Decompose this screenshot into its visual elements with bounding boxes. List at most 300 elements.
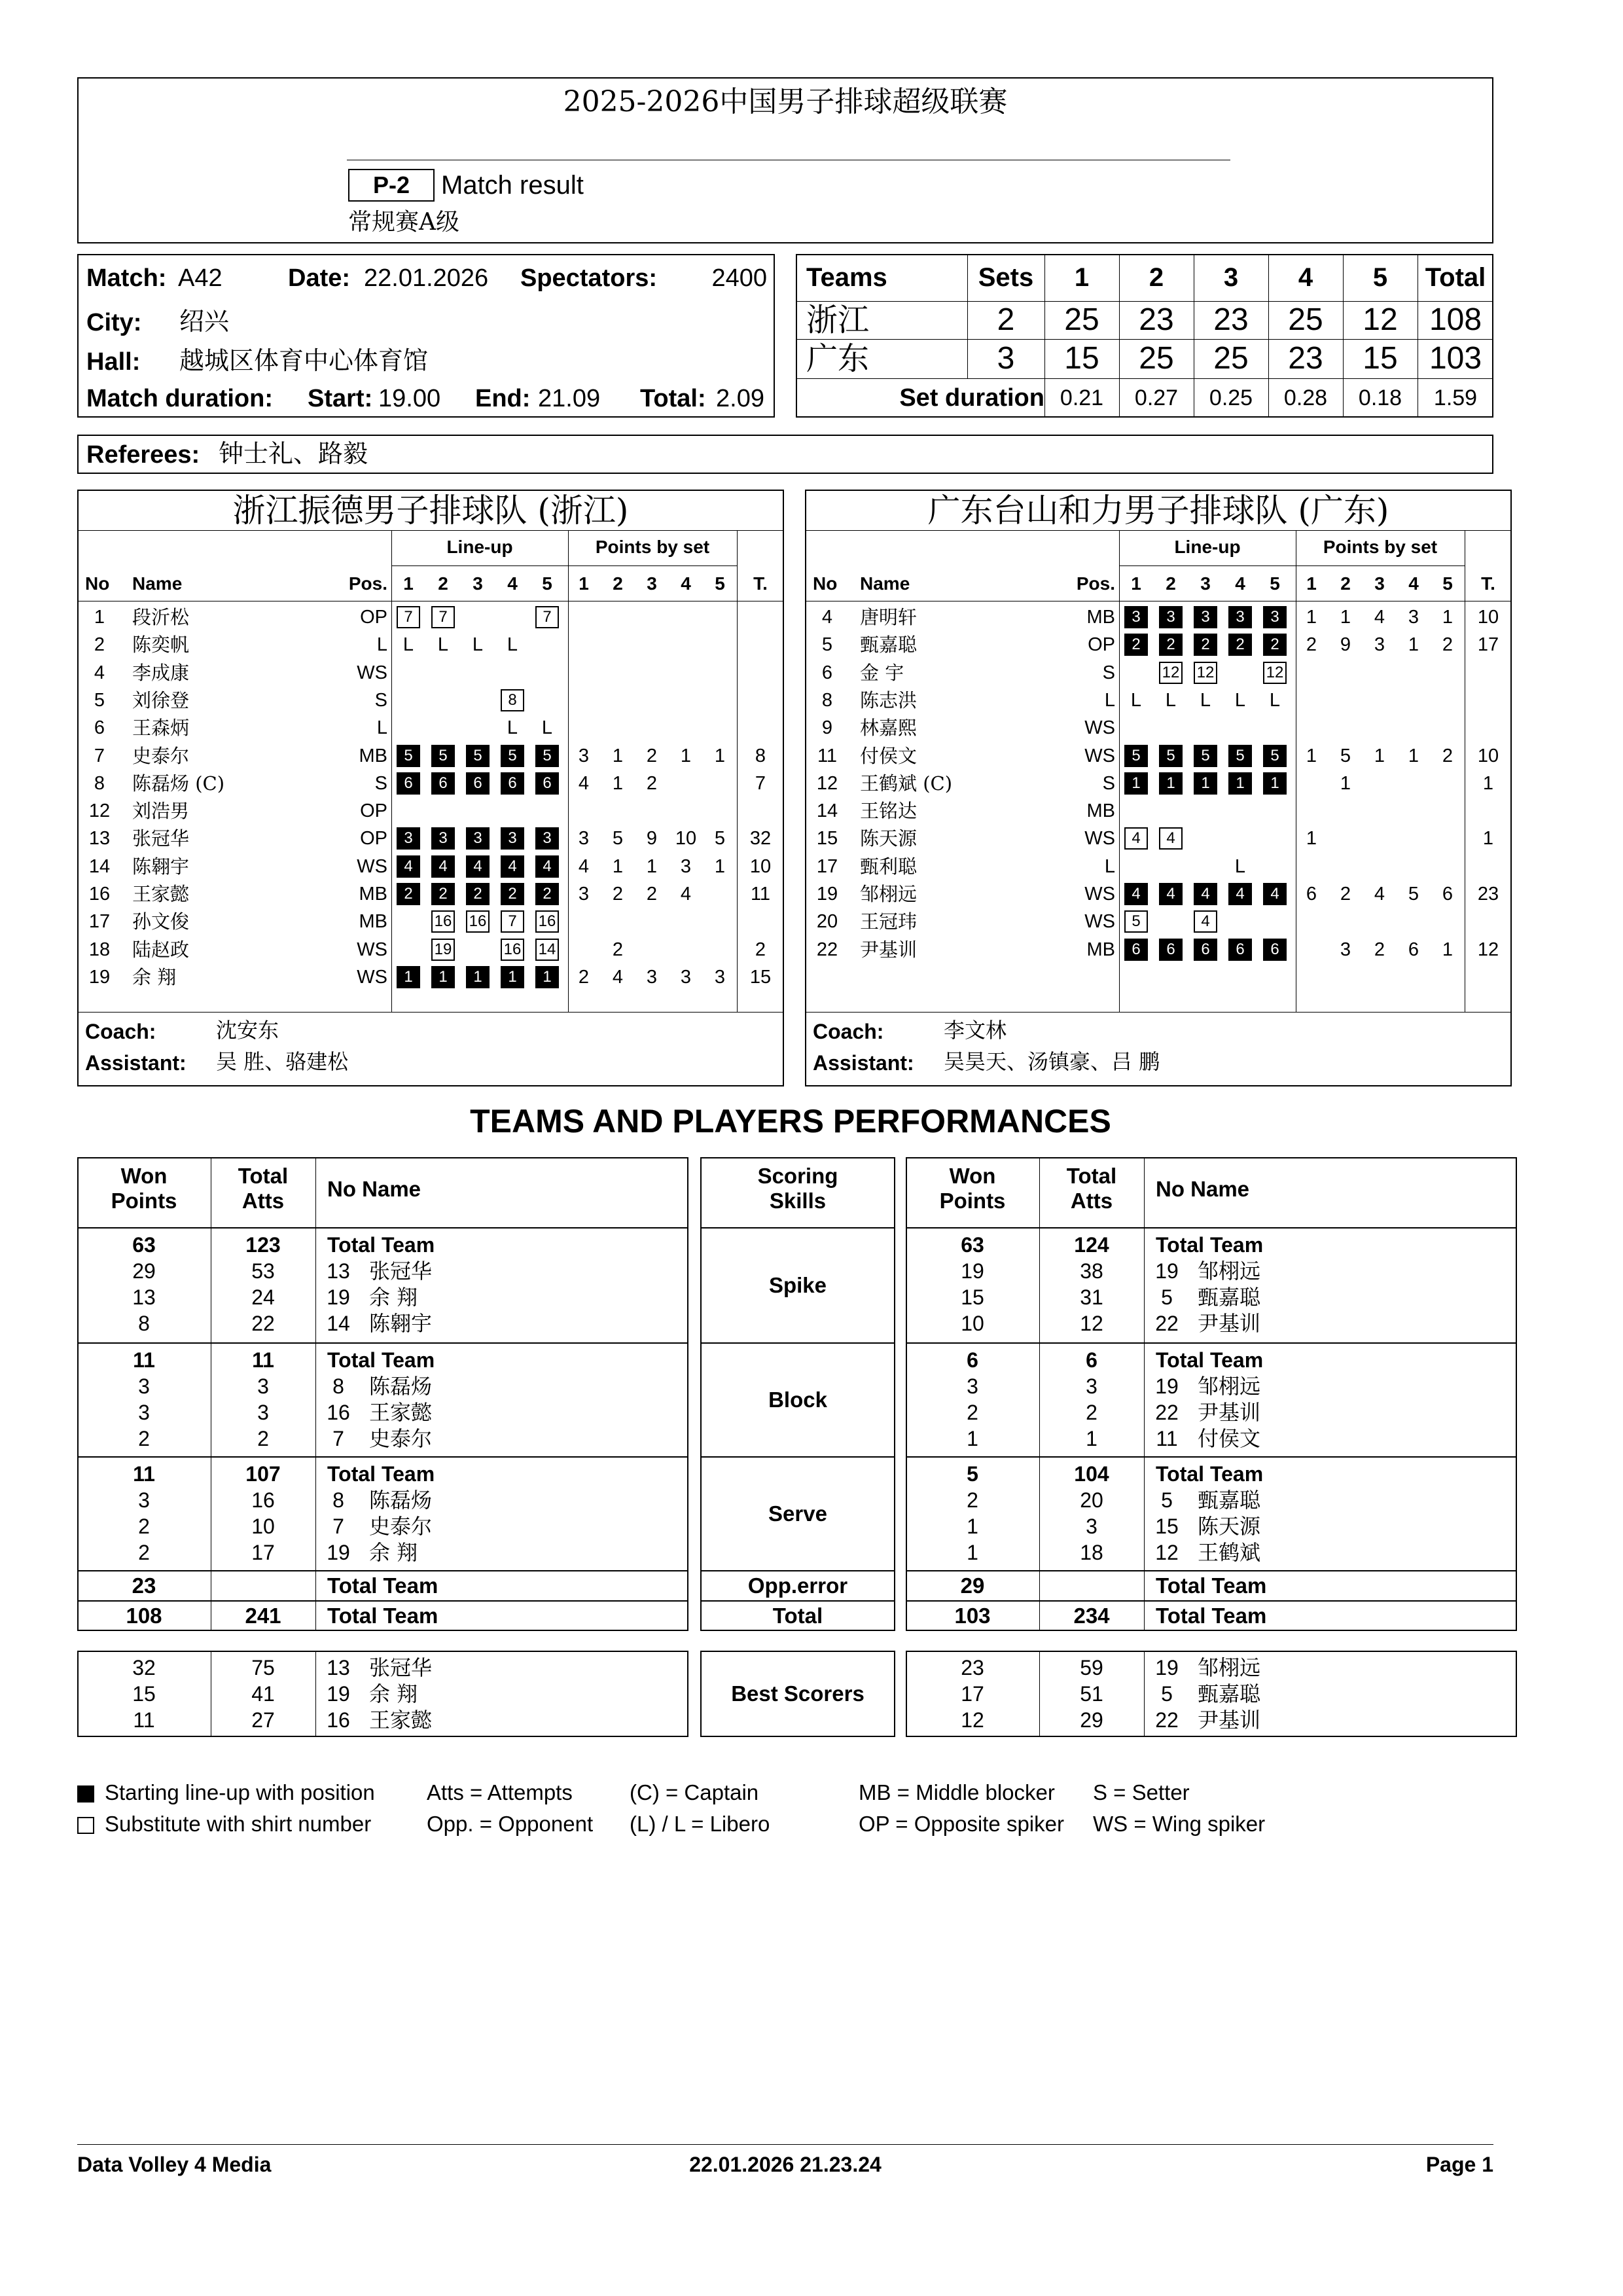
set-duration-value: 0.27 bbox=[1134, 386, 1179, 410]
set-points: 2 bbox=[612, 939, 624, 960]
set-points: 1 bbox=[612, 745, 624, 766]
referees-label: Referees: bbox=[86, 441, 200, 469]
player-pos: WS bbox=[357, 662, 387, 683]
player-total-points: 8 bbox=[755, 745, 766, 766]
lineup-libero-mark: L bbox=[1130, 689, 1142, 711]
player-no: 6 bbox=[94, 717, 105, 739]
phase-label: 常规赛A级 bbox=[348, 209, 459, 236]
col-no-header: No bbox=[813, 573, 838, 594]
footer-rule bbox=[77, 2144, 1493, 2145]
starting-position-box: 5 bbox=[535, 745, 559, 767]
player-total-points: 10 bbox=[1477, 607, 1499, 628]
set-points: 6 bbox=[1408, 939, 1419, 960]
player-pos: OP bbox=[360, 828, 387, 850]
player-no: 22 bbox=[816, 939, 838, 960]
starting-position-box: 1 bbox=[1263, 772, 1287, 795]
total-atts: 38 bbox=[1080, 1259, 1103, 1283]
starting-position-box: 2 bbox=[1159, 634, 1183, 656]
player-no: 2 bbox=[94, 634, 105, 656]
starting-position-box: 3 bbox=[397, 827, 420, 850]
won-points: 23 bbox=[132, 1573, 156, 1598]
assistant-label: Assistant: bbox=[85, 1051, 187, 1075]
total-atts: 24 bbox=[251, 1285, 275, 1309]
starting-position-box: 2 bbox=[1263, 634, 1287, 656]
starting-position-box: 6 bbox=[1263, 939, 1287, 961]
player-no: 11 bbox=[817, 745, 838, 766]
total-atts: 18 bbox=[1080, 1541, 1103, 1564]
set-points: 2 bbox=[578, 966, 590, 988]
total-atts: 12 bbox=[1080, 1312, 1103, 1335]
player-number: 22 bbox=[1155, 1708, 1179, 1732]
starting-position-box: 6 bbox=[1194, 939, 1217, 961]
starting-position-box: 5 bbox=[1263, 745, 1287, 767]
player-number: 19 bbox=[327, 1285, 350, 1309]
player-no: 13 bbox=[88, 828, 111, 850]
won-points: 11 bbox=[133, 1462, 155, 1486]
assistant-names: 吴昊天、汤镇豪、吕 鹏 bbox=[944, 1049, 1160, 1074]
starting-position-box: 6 bbox=[1228, 939, 1252, 961]
substitute-number-box: 7 bbox=[535, 606, 559, 628]
player-name: 陆赵政 bbox=[132, 938, 190, 961]
team-name: 广东台山和力男子排球队 (广东) bbox=[927, 492, 1389, 529]
starting-position-box: 5 bbox=[1159, 745, 1183, 767]
set-points: 2 bbox=[1442, 634, 1454, 656]
lineup-set-header: 2 bbox=[1166, 573, 1176, 594]
player-number: 7 bbox=[332, 1515, 344, 1538]
score-head-teams: Teams bbox=[806, 263, 887, 292]
hall-value: 越城区体育中心体育馆 bbox=[179, 346, 429, 375]
starting-position-box: 3 bbox=[431, 827, 455, 850]
total-atts: 41 bbox=[251, 1682, 275, 1706]
starting-position-box: 2 bbox=[1124, 634, 1148, 656]
set-points: 10 bbox=[675, 828, 697, 850]
player-pos: WS bbox=[357, 966, 387, 988]
won-points: 63 bbox=[132, 1233, 156, 1257]
player-name: 甄嘉聪 bbox=[1198, 1488, 1261, 1513]
player-name: 陈天源 bbox=[1198, 1514, 1261, 1539]
set-points: 1 bbox=[612, 855, 624, 877]
player-pos: L bbox=[376, 634, 387, 656]
player-name: 史泰尔 bbox=[132, 744, 190, 767]
won-points: 29 bbox=[960, 1573, 985, 1598]
total-atts: 3 bbox=[1086, 1515, 1097, 1538]
points-set-header: 4 bbox=[1408, 573, 1419, 594]
player-pos: S bbox=[1102, 662, 1115, 683]
coach-name: 沈安东 bbox=[216, 1018, 279, 1043]
score-team-name: 广东 bbox=[806, 340, 870, 377]
points-set-header: 5 bbox=[1442, 573, 1453, 594]
total-atts: 107 bbox=[245, 1462, 281, 1486]
end-label: End: bbox=[475, 385, 531, 412]
won-points: 6 bbox=[967, 1348, 978, 1372]
substitute-number-box: 12 bbox=[1159, 662, 1183, 684]
score-team-total: 108 bbox=[1429, 302, 1482, 337]
substitute-number-box: 19 bbox=[431, 939, 455, 961]
score-head-set: 4 bbox=[1298, 263, 1313, 292]
score-set-points: 23 bbox=[1139, 302, 1174, 337]
player-name: 陈磊炀 (C) bbox=[132, 772, 225, 795]
player-no: 16 bbox=[88, 884, 111, 905]
won-points: 32 bbox=[132, 1656, 156, 1679]
lineup-set-header: 4 bbox=[507, 573, 518, 594]
total-atts: 75 bbox=[251, 1656, 275, 1679]
score-head-set: 5 bbox=[1372, 263, 1388, 292]
player-number: 5 bbox=[1161, 1488, 1173, 1512]
set-duration-label: Set duration bbox=[899, 384, 1044, 412]
starting-position-box: 3 bbox=[1194, 606, 1217, 628]
player-name: 尹基训 bbox=[1198, 1311, 1261, 1336]
player-no: 1 bbox=[94, 607, 105, 628]
score-team-name: 浙江 bbox=[806, 302, 870, 338]
points-set-header: 3 bbox=[1374, 573, 1385, 594]
starting-position-box: 5 bbox=[1228, 745, 1252, 767]
lineup-left-border bbox=[391, 530, 392, 1012]
player-name: 尹基训 bbox=[1198, 1708, 1261, 1732]
score-set-points: 25 bbox=[1288, 302, 1323, 337]
total-atts: 234 bbox=[1073, 1604, 1110, 1628]
substitute-number-box: 7 bbox=[397, 606, 420, 628]
player-name: 陈天源 bbox=[860, 827, 918, 850]
lineup-set-header: 2 bbox=[438, 573, 448, 594]
skill-name: Spike bbox=[768, 1273, 827, 1297]
lineup-head-rule bbox=[391, 565, 737, 566]
player-name: 余 翔 bbox=[369, 1540, 418, 1565]
report-code: P-2 bbox=[348, 169, 435, 202]
legend-starting-text: Starting line-up with position bbox=[105, 1780, 375, 1804]
score-head-total: Total bbox=[1425, 263, 1486, 292]
col-name-header: Name bbox=[860, 573, 910, 594]
won-points: 3 bbox=[967, 1374, 978, 1398]
total-atts: 3 bbox=[257, 1374, 269, 1398]
coach-name: 李文林 bbox=[944, 1018, 1007, 1043]
substitute-number-box: 16 bbox=[501, 939, 524, 961]
referees-names: 钟士礼、路毅 bbox=[219, 439, 368, 468]
player-name: Total Team bbox=[1156, 1573, 1267, 1598]
total-atts: 6 bbox=[1086, 1348, 1097, 1372]
player-total-points: 1 bbox=[1482, 772, 1494, 794]
starting-position-box: 4 bbox=[1124, 883, 1148, 905]
player-total-points: 23 bbox=[1477, 884, 1499, 905]
won-points: 1 bbox=[967, 1515, 978, 1538]
player-no: 8 bbox=[821, 689, 833, 711]
total-atts-header: Atts bbox=[1070, 1189, 1113, 1213]
score-team-sets: 2 bbox=[997, 302, 1015, 337]
player-name: Total Team bbox=[1156, 1348, 1264, 1372]
total-atts: 124 bbox=[1074, 1233, 1109, 1257]
player-total-points: 11 bbox=[750, 884, 771, 905]
won-points: 1 bbox=[967, 1427, 978, 1450]
roster-foot-rule bbox=[805, 1012, 1512, 1013]
set-points: 1 bbox=[1408, 745, 1419, 766]
total-atts: 104 bbox=[1074, 1462, 1109, 1486]
starting-position-box: 1 bbox=[431, 966, 455, 988]
player-total-points: 17 bbox=[1477, 634, 1499, 656]
won-points: 3 bbox=[138, 1374, 150, 1398]
player-name: Total Team bbox=[327, 1348, 435, 1372]
set-points: 1 bbox=[1340, 607, 1351, 628]
won-points: 2 bbox=[967, 1401, 978, 1424]
set-duration-value: 0.25 bbox=[1209, 386, 1253, 410]
player-name: 段沂松 bbox=[132, 606, 190, 628]
set-points: 2 bbox=[1340, 884, 1351, 905]
player-pos: S bbox=[1102, 772, 1115, 794]
perf-section-rule bbox=[77, 1342, 688, 1344]
starting-position-box: 5 bbox=[431, 745, 455, 767]
perf-section-rule bbox=[906, 1342, 1517, 1344]
player-number: 5 bbox=[1161, 1682, 1173, 1706]
match-number: A42 bbox=[178, 264, 223, 292]
scoring-skills-header: Skills bbox=[769, 1189, 827, 1213]
spectators-count: 2400 bbox=[711, 264, 767, 292]
hall-label: Hall: bbox=[86, 348, 141, 376]
player-no: 4 bbox=[94, 662, 105, 683]
legend bbox=[77, 1778, 1493, 1843]
player-name: 甄嘉聪 bbox=[860, 634, 918, 656]
col-name-header: Name bbox=[132, 573, 183, 594]
player-name: 史泰尔 bbox=[369, 1514, 433, 1539]
set-points: 2 bbox=[646, 772, 658, 794]
lineup-libero-mark: L bbox=[402, 634, 414, 656]
perf-section-rule bbox=[77, 1227, 688, 1229]
starting-position-box: 2 bbox=[1194, 634, 1217, 656]
substitute-number-box: 16 bbox=[431, 910, 455, 933]
set-points: 1 bbox=[1374, 745, 1385, 766]
player-name: 余 翔 bbox=[369, 1285, 418, 1310]
set-points: 1 bbox=[1408, 634, 1419, 656]
player-name: 林嘉熙 bbox=[860, 717, 918, 740]
total-atts: 123 bbox=[245, 1233, 281, 1257]
player-pos: WS bbox=[357, 855, 387, 877]
player-number: 22 bbox=[1155, 1312, 1179, 1335]
substitute-number-box: 7 bbox=[431, 606, 455, 628]
starting-position-box: 1 bbox=[1228, 772, 1252, 795]
total-atts-header: Total bbox=[1066, 1164, 1117, 1188]
perf-section-rule bbox=[77, 1456, 688, 1458]
total-label: Total bbox=[772, 1604, 823, 1628]
score-set-points: 25 bbox=[1064, 302, 1099, 337]
match-date: 22.01.2026 bbox=[364, 264, 489, 292]
starting-position-box: 6 bbox=[501, 772, 524, 795]
empty-square-icon bbox=[77, 1817, 94, 1834]
player-no: 14 bbox=[816, 800, 838, 822]
starting-position-box: 2 bbox=[535, 883, 559, 905]
substitute-number-box: 12 bbox=[1263, 662, 1287, 684]
player-name: Total Team bbox=[1156, 1233, 1264, 1257]
score-set-points: 25 bbox=[1139, 341, 1174, 376]
score-head-sets: Sets bbox=[978, 263, 1034, 292]
set-points: 5 bbox=[1340, 745, 1351, 766]
set-points: 1 bbox=[1306, 745, 1317, 766]
player-pos: WS bbox=[1084, 745, 1115, 766]
lineup-set-header: 5 bbox=[1270, 573, 1280, 594]
won-points: 15 bbox=[132, 1682, 156, 1706]
set-points: 6 bbox=[1442, 884, 1454, 905]
perf-section-rule bbox=[906, 1456, 1517, 1458]
points-set-header: 1 bbox=[1306, 573, 1317, 594]
legend-mb: MB = Middle blocker bbox=[859, 1780, 1055, 1804]
player-total-points: 10 bbox=[749, 855, 772, 877]
player-pos: MB bbox=[359, 884, 387, 905]
player-no: 4 bbox=[821, 607, 833, 628]
player-no: 5 bbox=[821, 634, 833, 656]
set-points: 5 bbox=[1408, 884, 1419, 905]
total-atts: 31 bbox=[1080, 1285, 1103, 1309]
player-name: 陈奕帆 bbox=[132, 634, 190, 656]
starting-position-box: 2 bbox=[1228, 634, 1252, 656]
set-duration-total: 1.59 bbox=[1433, 386, 1478, 410]
points-set-header: 1 bbox=[579, 573, 589, 594]
total-atts: 53 bbox=[251, 1259, 275, 1283]
starting-position-box: 4 bbox=[466, 855, 490, 878]
starting-position-box: 3 bbox=[535, 827, 559, 850]
player-total-points: 2 bbox=[755, 939, 766, 960]
points-by-set-header: Points by set bbox=[595, 537, 710, 557]
player-number: 19 bbox=[327, 1541, 350, 1564]
set-points: 9 bbox=[646, 828, 658, 850]
player-name: 张冠华 bbox=[369, 1259, 433, 1283]
no-name-header: No Name bbox=[1156, 1177, 1250, 1201]
player-pos: WS bbox=[1084, 717, 1115, 739]
total-atts: 2 bbox=[1086, 1401, 1097, 1424]
col-pos-header: Pos. bbox=[348, 573, 387, 594]
starting-position-box: 5 bbox=[397, 745, 420, 767]
player-number: 15 bbox=[1155, 1515, 1179, 1538]
player-pos: MB bbox=[359, 911, 387, 933]
starting-position-box: 4 bbox=[535, 855, 559, 878]
col-no-header: No bbox=[85, 573, 110, 594]
score-set-points: 23 bbox=[1288, 341, 1323, 376]
total-atts-header: Atts bbox=[241, 1189, 285, 1213]
scoring-skills-header: Scoring bbox=[757, 1164, 838, 1188]
score-set-points: 15 bbox=[1363, 341, 1398, 376]
set-points: 4 bbox=[1374, 607, 1385, 628]
opp-error-label: Opp.error bbox=[747, 1573, 848, 1598]
player-name: 陈磊炀 bbox=[369, 1374, 433, 1399]
player-number: 5 bbox=[1161, 1285, 1173, 1309]
won-points: 108 bbox=[126, 1604, 162, 1628]
starting-position-box: 2 bbox=[397, 883, 420, 905]
set-points: 3 bbox=[680, 855, 692, 877]
footer-right: Page 1 bbox=[1425, 2153, 1493, 2176]
col-pos-header: Pos. bbox=[1076, 573, 1115, 594]
starting-position-box: 4 bbox=[1228, 883, 1252, 905]
substitute-number-box: 5 bbox=[1124, 910, 1148, 933]
player-number: 13 bbox=[327, 1656, 350, 1679]
player-name: 刘徐登 bbox=[132, 689, 190, 711]
player-name: 甄嘉聪 bbox=[1198, 1285, 1261, 1310]
player-number: 8 bbox=[332, 1488, 344, 1512]
total-atts: 1 bbox=[1086, 1427, 1097, 1450]
points-set-header: 4 bbox=[681, 573, 691, 594]
player-name: Total Team bbox=[327, 1233, 435, 1257]
city-label: City: bbox=[86, 309, 142, 336]
total-atts: 10 bbox=[251, 1515, 275, 1538]
set-points: 3 bbox=[680, 966, 692, 988]
total-atts: 20 bbox=[1080, 1488, 1103, 1512]
lineup-libero-mark: L bbox=[507, 717, 518, 739]
player-number: 19 bbox=[1155, 1259, 1179, 1283]
player-number: 14 bbox=[327, 1312, 350, 1335]
total-atts: 59 bbox=[1080, 1656, 1103, 1679]
set-points: 3 bbox=[1374, 634, 1385, 656]
substitute-number-box: 4 bbox=[1124, 827, 1148, 850]
player-name: 陈翱宇 bbox=[132, 855, 190, 878]
legend-captain: (C) = Captain bbox=[630, 1780, 759, 1804]
legend-substitute-text: Substitute with shirt number bbox=[105, 1812, 372, 1836]
won-points: 29 bbox=[132, 1259, 156, 1283]
player-pos: MB bbox=[1086, 607, 1115, 628]
set-points: 6 bbox=[1306, 884, 1317, 905]
end-value: 21.09 bbox=[538, 385, 601, 412]
player-pos: OP bbox=[360, 607, 387, 628]
player-total-points: 32 bbox=[749, 828, 772, 850]
player-total-points: 12 bbox=[1477, 939, 1499, 960]
lineup-libero-mark: L bbox=[1269, 689, 1281, 711]
player-name: 尹基训 bbox=[860, 938, 918, 961]
player-total-points: 10 bbox=[1477, 745, 1499, 766]
lineup-head-rule bbox=[1119, 565, 1465, 566]
won-points: 23 bbox=[961, 1656, 984, 1679]
player-name: 付侯文 bbox=[1198, 1426, 1261, 1451]
player-no: 12 bbox=[88, 800, 111, 822]
player-name: Total Team bbox=[327, 1573, 438, 1598]
starting-position-box: 6 bbox=[397, 772, 420, 795]
points-set-header: 2 bbox=[1340, 573, 1351, 594]
player-no: 9 bbox=[821, 717, 833, 739]
starting-position-box: 3 bbox=[501, 827, 524, 850]
player-pos: MB bbox=[359, 745, 387, 766]
lineup-set-header: 5 bbox=[542, 573, 552, 594]
lineup-libero-mark: L bbox=[1200, 689, 1211, 711]
substitute-number-box: 16 bbox=[535, 910, 559, 933]
set-points: 4 bbox=[1374, 884, 1385, 905]
starting-position-box: 4 bbox=[431, 855, 455, 878]
legend-s: S = Setter bbox=[1093, 1780, 1190, 1804]
set-points: 4 bbox=[612, 966, 624, 988]
player-name: 王铭达 bbox=[860, 800, 918, 823]
player-name: 王森炳 bbox=[132, 717, 190, 740]
player-number: 8 bbox=[332, 1374, 344, 1398]
won-points: 2 bbox=[138, 1427, 150, 1450]
score-team-sets: 3 bbox=[997, 341, 1015, 376]
won-points-header: Points bbox=[939, 1189, 1006, 1213]
legend-op: OP = Opposite spiker bbox=[859, 1812, 1064, 1836]
start-label: Start: bbox=[308, 385, 373, 412]
set-points: 4 bbox=[680, 884, 692, 905]
player-name: 陈志洪 bbox=[860, 689, 918, 711]
set-duration-value: 0.28 bbox=[1283, 386, 1328, 410]
set-points: 4 bbox=[578, 855, 590, 877]
won-points-header: Won bbox=[949, 1164, 996, 1188]
total-atts: 11 bbox=[252, 1348, 274, 1372]
set-duration-value: 0.18 bbox=[1358, 386, 1402, 410]
won-points: 2 bbox=[138, 1541, 150, 1564]
player-name: 邹栩远 bbox=[860, 883, 918, 905]
won-points: 3 bbox=[138, 1401, 150, 1424]
player-number: 11 bbox=[1156, 1427, 1178, 1450]
player-name: 邹栩远 bbox=[1198, 1259, 1261, 1283]
won-points: 8 bbox=[138, 1312, 150, 1335]
legend-opp: Opp. = Opponent bbox=[427, 1812, 594, 1836]
total-atts-header: Total bbox=[238, 1164, 289, 1188]
points-set-header: 5 bbox=[715, 573, 725, 594]
set-points: 5 bbox=[612, 828, 624, 850]
won-points: 13 bbox=[132, 1285, 156, 1309]
set-points: 1 bbox=[1442, 607, 1454, 628]
player-no: 17 bbox=[88, 911, 111, 933]
score-set-points: 12 bbox=[1363, 302, 1398, 337]
player-name: 王冠玮 bbox=[860, 910, 918, 933]
